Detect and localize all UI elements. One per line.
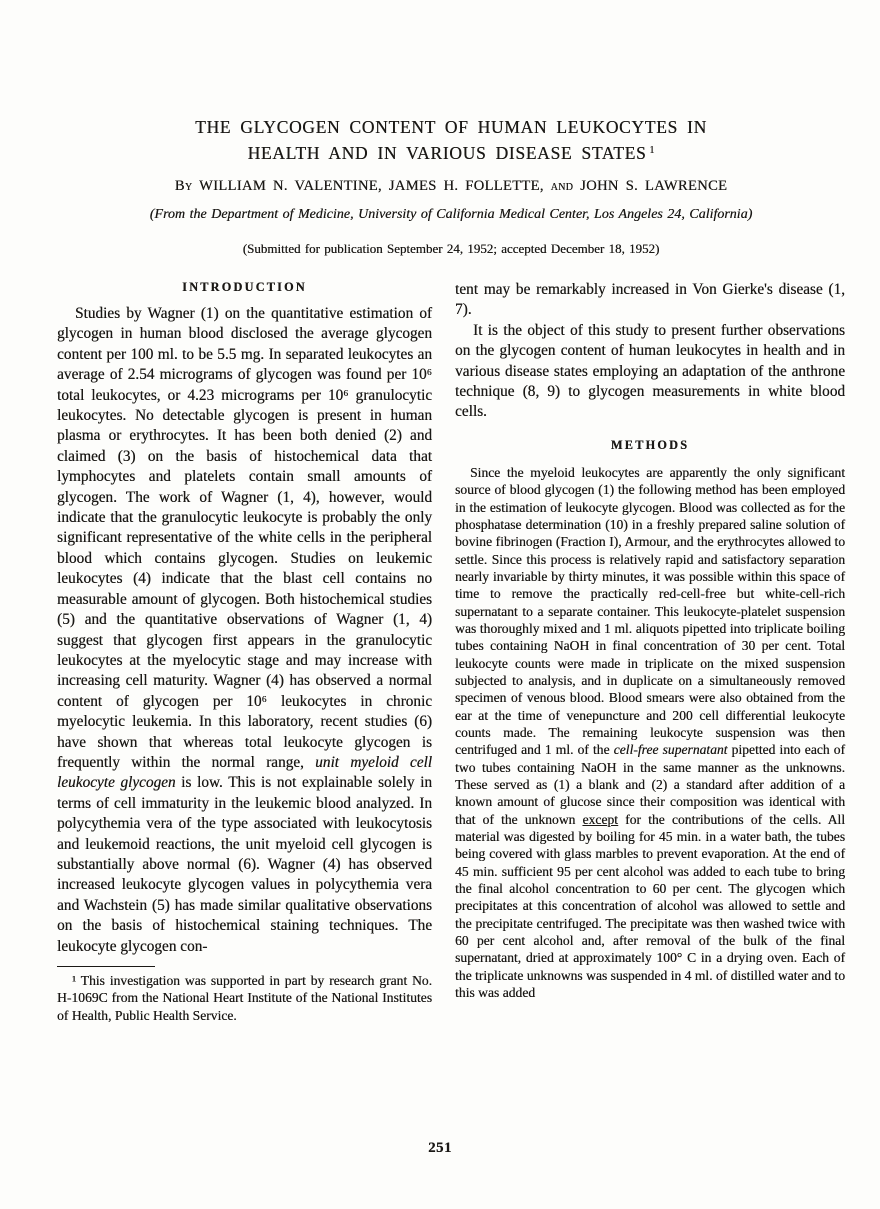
introduction-paragraph — [57, 304, 432, 957]
submission-date-line: (Submitted for publication September 24, 1952; accepted December 18, 1952) — [242, 241, 660, 256]
byline-by: By — [174, 178, 193, 194]
byline-authors-a: WILLIAM N. VALENTINE, JAMES H. FOLLETTE, — [192, 178, 551, 194]
introduction-text-a: Studies by Wagner (1) on the quantitative estimation of glycogen in human blood disclosed the average glycogen content per 100 ml. to be 5.5 mg. In separated leukocytes an average of 2.54 micrograms of glycogen was found per 10⁶ total leukocytes, or 4.23 micrograms per 10⁶ granulocytic leukocytes. No detectable glycogen is present in human plasma or erythrocytes. It has been both denied (2) and claimed (3) on the basis of histochemical data that lymphocytes and platelets contain small amounts of glycogen. The work of Wagner (1, 4), however, would indicate that the granulocytic leukocyte is probably the only significant representative of the white cells in the peripheral blood which contains glycogen. Studies on leukemic leukocytes (4) indicate that the blast cell contains no measurable amount of glycogen. Both histochemical studies (5) and the quantitative observations of Wagner (1, 4) suggest that glycogen first appears in the granulocytic leukocytes at the myelocytic stage and may increase with increasing cell maturity. Wagner (4) has observed a normal content of glycogen per 10⁶ leukocytes in chronic myelocytic leukemia. In this laboratory, recent studies (6) have shown that whereas total leukocyte glycogen is frequently within the normal range, — [57, 305, 432, 771]
footnote-rule — [57, 966, 155, 967]
objective-paragraph: It is the object of this study to present further observations on the glycogen content of human leukocytes in health and in various disease states employing an adaptation of the anthrone technique (8, 9) to glycogen measurements in white blood cells. — [455, 321, 845, 421]
article-title — [57, 116, 845, 165]
methods-text-a: Since the myeloid leukocytes are apparently the only significant source of blood glycogen (1) the following method has been employed in the estimation of leukocyte glycogen. Blood was collected as for the phosphatase determination (10) in a freshly prepared saline solution of bovine fibrinogen (Fraction I), Armour, and the erythrocytes allowed to settle. Since this process is relatively rapid and satisfactory separation nearly invariable by thirty minutes, it was possible within this space of time to remove the practically red-cell-free but white-cell-rich supernatant to a separate container. This leukocyte-platelet suspension was thoroughly mixed and 1 ml. aliquots pipetted into triplicate boiling tubes containing NaOH in final concentration of 30 per cent. Total leukocyte counts were made in triplicate on the mixed suspension subjected to analysis, and in duplicate on a simultaneously removed specimen of venous blood. Blood smears were also obtained from the ear at the time of venepuncture and 200 cell differential leukocyte counts made. The remaining leukocyte suspension was then centrifuged and 1 ml. of the — [455, 464, 845, 758]
methods-text-b: pipetted into each of two tubes containing NaOH in the same manner as the unknowns. These served as (1) a blank and (2) a standard after addition of a known amount of glucose since their composition was identical with that of the unknown — [455, 742, 845, 827]
methods-text-underlined: except — [582, 811, 618, 827]
methods-paragraph — [455, 464, 845, 1002]
affiliation-line: (From the Department of Medicine, University of California Medical Center, Los Angeles 24, California) — [149, 207, 753, 222]
title-footnote-marker: 1 — [649, 145, 655, 156]
article-title-line2-text: HEALTH AND IN VARIOUS DISEASE STATES — [247, 143, 647, 163]
page-number: 251 — [428, 1140, 452, 1156]
byline-authors-b: JOHN S. LAWRENCE — [573, 178, 728, 194]
continuation-paragraph: tent may be remarkably increased in Von Gierke's disease (1, 7). — [455, 281, 845, 319]
two-column-body — [57, 280, 845, 1024]
byline-and: and — [550, 178, 574, 194]
introduction-text-italic: unit myeloid cell leukocyte glycogen — [57, 753, 432, 792]
introduction-text-b: is low. This is not explainable solely in terms of cell immaturity in the leukemic blood analyzed. In polycythemia vera of the type associated with leukocytosis and leukemoid reactions, the unit myeloid cell glycogen is substantially above normal (6). Wagner (4) has observed increased leukocyte glycogen values in polycythemia vera and Wachstein (5) has made similar qualitative observations on the basis of histochemical staining techniques. The leukocyte glycogen con- — [57, 774, 432, 955]
author-byline — [57, 178, 845, 195]
methods-text-c: for the contributions of the cells. All material was digested by boiling for 45 min. in a water bath, the tubes being covered with glass marbles to prevent evaporation. At the end of 45 min. sufficient 95 per cent alcohol was added to each tube to bring the final alcohol concentration to 60 per cent. The glycogen which precipitates at this concentration of alcohol was allowed to settle and the precipitate centrifuged. The precipitate was then washed twice with 60 per cent alcohol and, after removal of the bulk of the final supernatant, dried at approximately 100° C in a drying oven. Each of the triplicate unknowns was suspended in 4 ml. of distilled water and to this was added — [455, 811, 845, 1001]
footnote-text: ¹ This investigation was supported in part by research grant No. H-1069C from the National Heart Institute of the National Institutes of Health, Public Health Service. — [57, 973, 432, 1023]
methods-text-italic: cell-free supernatant — [613, 742, 728, 758]
methods-heading: METHODS — [610, 437, 690, 452]
article-title-line2 — [57, 139, 845, 165]
right-column — [455, 280, 845, 1024]
introduction-heading: INTRODUCTION — [182, 280, 307, 294]
left-column — [57, 280, 432, 1024]
article-title-line1: THE GLYCOGEN CONTENT OF HUMAN LEUKOCYTES IN — [195, 117, 707, 137]
article-header — [57, 116, 845, 257]
